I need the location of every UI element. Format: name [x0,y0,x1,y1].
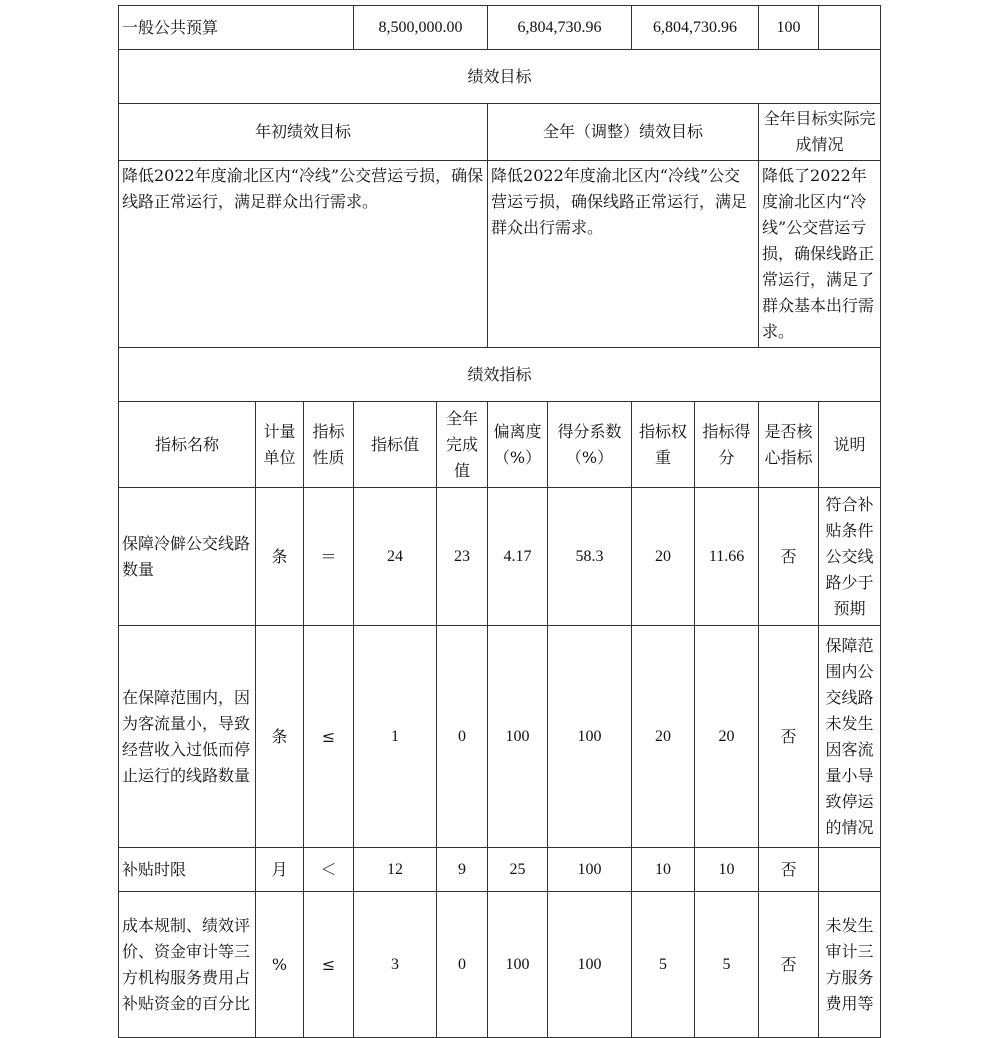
indicator-name: 成本规制、绩效评价、资金审计等三方机构服务费用占补贴资金的百分比 [119,892,256,1038]
indicator-nature: ≤ [304,892,354,1038]
indicator-unit: 条 [256,488,304,626]
table-row [119,626,881,848]
indicator-target: 1 [354,626,437,848]
indicator-unit: 月 [256,848,304,892]
table-row [119,892,881,1038]
table-row [119,488,881,626]
header-weight: 指标权重 [632,402,695,488]
indicator-weight: 10 [632,848,695,892]
indicator-target: 24 [354,488,437,626]
indicator-coefficient: 100 [548,848,632,892]
goals-value-actual: 降低了2022年度渝北区内“冷线”公交营运亏损，确保线路正常运行，满足了群众基本出行需求。 [759,161,881,348]
indicator-actual: 23 [437,488,488,626]
indicator-target: 12 [354,848,437,892]
goals-value-row [119,161,881,348]
indicator-actual: 0 [437,626,488,848]
indicators-header-row [119,402,881,488]
header-deviation: 偏离度（%） [488,402,548,488]
indicator-score: 11.66 [695,488,759,626]
indicator-name: 在保障范围内，因为客流量小，导致经营收入过低而停止运行的线路数量 [119,626,256,848]
indicator-deviation: 100 [488,892,548,1038]
indicator-target: 3 [354,892,437,1038]
indicator-unit: 条 [256,626,304,848]
indicators-section-row [119,348,881,402]
budget-row [119,6,881,50]
indicator-name: 保障冷僻公交线路数量 [119,488,256,626]
indicator-actual: 9 [437,848,488,892]
budget-value-2: 6,804,730.96 [488,6,632,50]
budget-value-3: 6,804,730.96 [632,6,759,50]
indicator-coefficient: 58.3 [548,488,632,626]
indicator-core: 否 [759,892,819,1038]
header-nature: 指标性质 [304,402,354,488]
indicator-weight: 5 [632,892,695,1038]
budget-label: 一般公共预算 [119,6,354,50]
indicator-note: 符合补贴条件公交线路少于预期 [819,488,881,626]
indicator-score: 10 [695,848,759,892]
indicator-core: 否 [759,488,819,626]
indicator-nature: ＜ [304,848,354,892]
indicator-deviation: 100 [488,626,548,848]
goals-header-row [119,104,881,161]
header-actual: 全年完成值 [437,402,488,488]
goals-value-initial: 降低2022年度渝北区内“冷线”公交营运亏损，确保线路正常运行，满足群众出行需求。 [119,161,488,348]
goals-header-adjusted: 全年（调整）绩效目标 [488,104,759,161]
indicator-coefficient: 100 [548,892,632,1038]
indicator-core: 否 [759,848,819,892]
goals-header-actual: 全年目标实际完成情况 [759,104,881,161]
performance-table [118,5,881,1038]
indicator-unit: % [256,892,304,1038]
budget-value-5 [819,6,881,50]
indicator-weight: 20 [632,626,695,848]
goals-section-title: 绩效目标 [119,50,881,104]
header-coefficient: 得分系数（%） [548,402,632,488]
indicator-deviation: 4.17 [488,488,548,626]
header-score: 指标得分 [695,402,759,488]
indicators-section-title: 绩效指标 [119,348,881,402]
indicator-nature: ≤ [304,626,354,848]
header-unit: 计量单位 [256,402,304,488]
indicator-coefficient: 100 [548,626,632,848]
indicator-nature: ＝ [304,488,354,626]
header-target: 指标值 [354,402,437,488]
indicator-deviation: 25 [488,848,548,892]
indicator-core: 否 [759,626,819,848]
indicator-name: 补贴时限 [119,848,256,892]
goals-section-row [119,50,881,104]
goals-value-adjusted: 降低2022年度渝北区内“冷线”公交营运亏损，确保线路正常运行，满足群众出行需求。 [488,161,759,348]
indicator-score: 5 [695,892,759,1038]
indicator-note [819,848,881,892]
indicator-score: 20 [695,626,759,848]
header-indicator-name: 指标名称 [119,402,256,488]
goals-header-initial: 年初绩效目标 [119,104,488,161]
table-row [119,848,881,892]
budget-value-4: 100 [759,6,819,50]
indicator-actual: 0 [437,892,488,1038]
budget-value-1: 8,500,000.00 [354,6,488,50]
indicator-note: 未发生审计三方服务费用等 [819,892,881,1038]
header-note: 说明 [819,402,881,488]
indicator-note: 保障范围内公交线路未发生因客流量小导致停运的情况 [819,626,881,848]
header-core: 是否核心指标 [759,402,819,488]
indicator-weight: 20 [632,488,695,626]
